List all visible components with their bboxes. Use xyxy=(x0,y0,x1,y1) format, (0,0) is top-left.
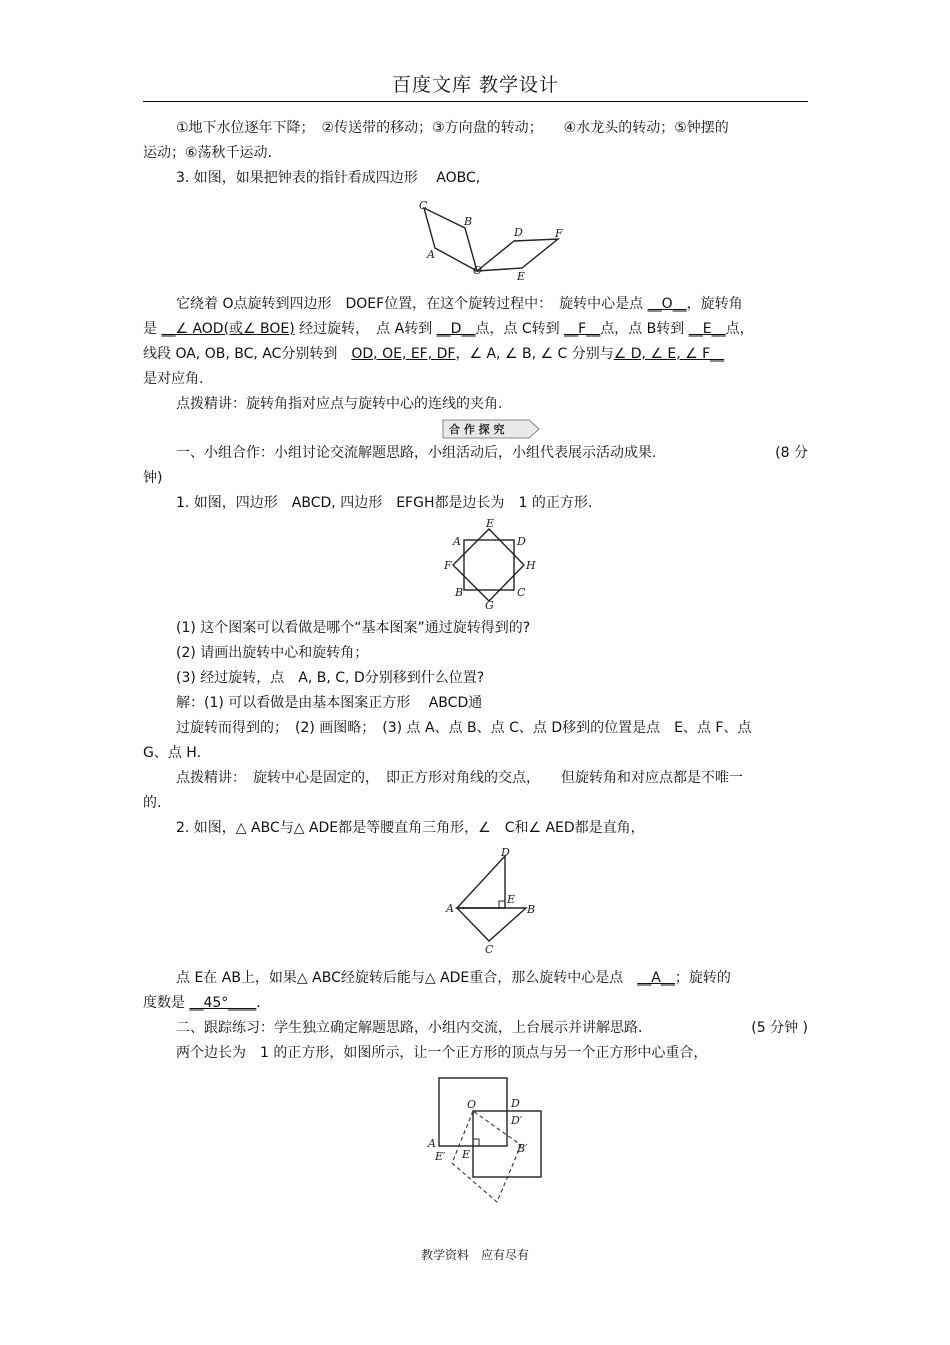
text-line: 点拨精讲：旋转角指对应点与旋转中心的连线的夹角. xyxy=(176,396,503,412)
text-line: (2) 请画出旋转中心和旋转角； xyxy=(176,645,369,661)
triangle-abc xyxy=(457,908,526,941)
label-c: C xyxy=(485,943,494,956)
text-line: 点拨精讲： 旋转中心是固定的， 即正方形对角线的交点， 但旋转角和对应点都是不唯一 xyxy=(176,770,743,786)
text-line: (3) 经过旋转，点 A, B, C, D分别移到什么位置? xyxy=(176,670,485,686)
label-c: C xyxy=(517,586,526,599)
answer-blank: __E__ xyxy=(688,321,726,337)
label-e: E xyxy=(507,893,516,906)
text-fragment: (8 分 xyxy=(775,445,808,461)
answer-blank: OD, OE, EF, DF xyxy=(351,346,456,362)
figure-overlapping-squares xyxy=(425,1074,550,1206)
text-fragment: ；旋转的 xyxy=(674,970,731,986)
section-badge-cooperative-inquiry xyxy=(441,418,541,440)
text-fragment: 点，点 C转到 xyxy=(475,321,565,337)
label-d-prime: D′ xyxy=(511,1114,523,1127)
label-d: D xyxy=(517,535,526,548)
label-e-prime: E′ xyxy=(435,1150,446,1163)
label-d: D xyxy=(501,846,510,859)
text-fragment: 点 E在 AB上，如果△ ABC经旋转后能与△ ADE重合，那么旋转中心是点 xyxy=(176,970,638,986)
text-fragment: (5 分钟 ) xyxy=(751,1020,808,1036)
text-fragment: 经过旋转， 点 A转到 xyxy=(294,321,437,337)
text-fragment: 点， xyxy=(725,321,754,337)
label-e: E xyxy=(486,517,495,530)
figure-two-squares xyxy=(444,516,540,612)
text-line: 3. 如图，如果把钟表的指针看成四边形 AOBC, xyxy=(176,170,481,186)
text-line xyxy=(176,292,841,317)
text-line: 1. 如图，四边形 ABCD, 四边形 EFGH都是边长为 1 的正方形. xyxy=(176,495,593,511)
text-fragment: 点，点 B转到 xyxy=(600,321,689,337)
text-fragment: 它绕着 O点旋转到四边形 DOEF位置，在这个旋转过程中： 旋转中心是点 xyxy=(176,296,648,312)
triangle-ade xyxy=(457,856,505,908)
label-e: E xyxy=(517,270,526,282)
label-a: A xyxy=(428,1137,436,1150)
figure-rotation-quadrilateral xyxy=(415,198,575,282)
answer-blank: __A__ xyxy=(637,970,675,986)
text-line: 的. xyxy=(143,795,162,811)
answer-blank: __45°____ xyxy=(189,995,257,1011)
label-h: H xyxy=(526,559,536,572)
text-line: 解：(1) 可以看做是由基本图案正方形 ABCD通 xyxy=(176,695,483,711)
text-line xyxy=(176,1016,808,1041)
label-d: D xyxy=(511,1097,520,1110)
right-angle-mark xyxy=(499,901,505,908)
text-fragment: 度数是 xyxy=(143,995,190,1011)
text-line: 过旋转而得到的； (2) 画图略； (3) 点 A、点 B、点 C、点 D移到的位置是点 E、点 F、点 xyxy=(176,720,752,736)
text-line xyxy=(143,317,808,342)
text-line: 2. 如图，△ ABC与△ ADE都是等腰直角三角形，∠ C和∠ AED都是直角， xyxy=(176,820,645,836)
text-fragment: 一、小组合作：小组讨论交流解题思路，小组活动后，小组代表展示活动成果. xyxy=(176,445,657,461)
text-line xyxy=(176,441,808,466)
text-line xyxy=(176,966,841,991)
label-b: B xyxy=(455,586,464,599)
text-line: 钟) xyxy=(143,470,163,486)
text-line: 是对应角. xyxy=(143,371,204,387)
label-a: A xyxy=(453,535,461,548)
label-b: B xyxy=(464,215,473,228)
answer-blank: __∠ AOD(或∠ BOE) xyxy=(161,321,295,337)
text-line: 运动；⑥荡秋千运动. xyxy=(143,145,273,161)
text-fragment: 是 xyxy=(143,321,162,337)
text-fragment: 线段 OA, OB, BC, AC分别转到 xyxy=(143,346,352,362)
badge-label: 合 作 探 究 xyxy=(449,423,505,436)
text-fragment: ，旋转角 xyxy=(686,296,743,312)
label-o: O xyxy=(473,264,483,277)
text-line: (1) 这个图案可以看做是哪个“基本图案”通过旋转得到的? xyxy=(176,620,531,636)
label-g: G xyxy=(485,599,494,612)
right-angle-mark xyxy=(473,1139,479,1146)
label-c: C xyxy=(419,199,428,212)
label-f: F xyxy=(444,559,452,572)
label-f: F xyxy=(555,227,563,240)
answer-blank: __F__ xyxy=(564,321,601,337)
text-fragment: 二、跟踪练习：学生独立确定解题思路，小组内交流，上台展示并讲解思路. xyxy=(176,1020,643,1036)
answer-blank: __O__ xyxy=(647,296,687,312)
label-d: D xyxy=(514,226,523,239)
header-divider xyxy=(143,101,808,102)
figure-right-triangles xyxy=(443,844,543,956)
label-o: O xyxy=(467,1098,477,1111)
text-line: 两个边长为 1 的正方形，如图所示，让一个正方形的顶点与另一个正方形中心重合， xyxy=(176,1045,708,1061)
text-line xyxy=(143,991,808,1016)
label-a: A xyxy=(446,902,454,915)
label-b-prime: B′ xyxy=(517,1142,528,1155)
label-e: E xyxy=(462,1148,471,1161)
label-a: A xyxy=(427,248,435,261)
answer-blank: __D__ xyxy=(436,321,476,337)
page-header: 百度文库 教学设计 xyxy=(391,74,560,96)
text-line xyxy=(143,342,808,367)
text-line: G、点 H. xyxy=(143,745,202,761)
page-footer: 教学资料 应有尽有 xyxy=(420,1248,529,1262)
quadrilateral-doef xyxy=(477,239,558,271)
text-fragment: . xyxy=(256,995,261,1011)
text-fragment: ，∠ A, ∠ B, ∠ C 分别与 xyxy=(455,346,614,362)
label-b: B xyxy=(527,903,536,916)
answer-blank: ∠ D, ∠ E, ∠ F__ xyxy=(613,346,725,362)
text-line: ①地下水位逐年下降； ②传送带的移动；③方向盘的转动； ④水龙头的转动；⑤钟摆的 xyxy=(176,120,729,136)
